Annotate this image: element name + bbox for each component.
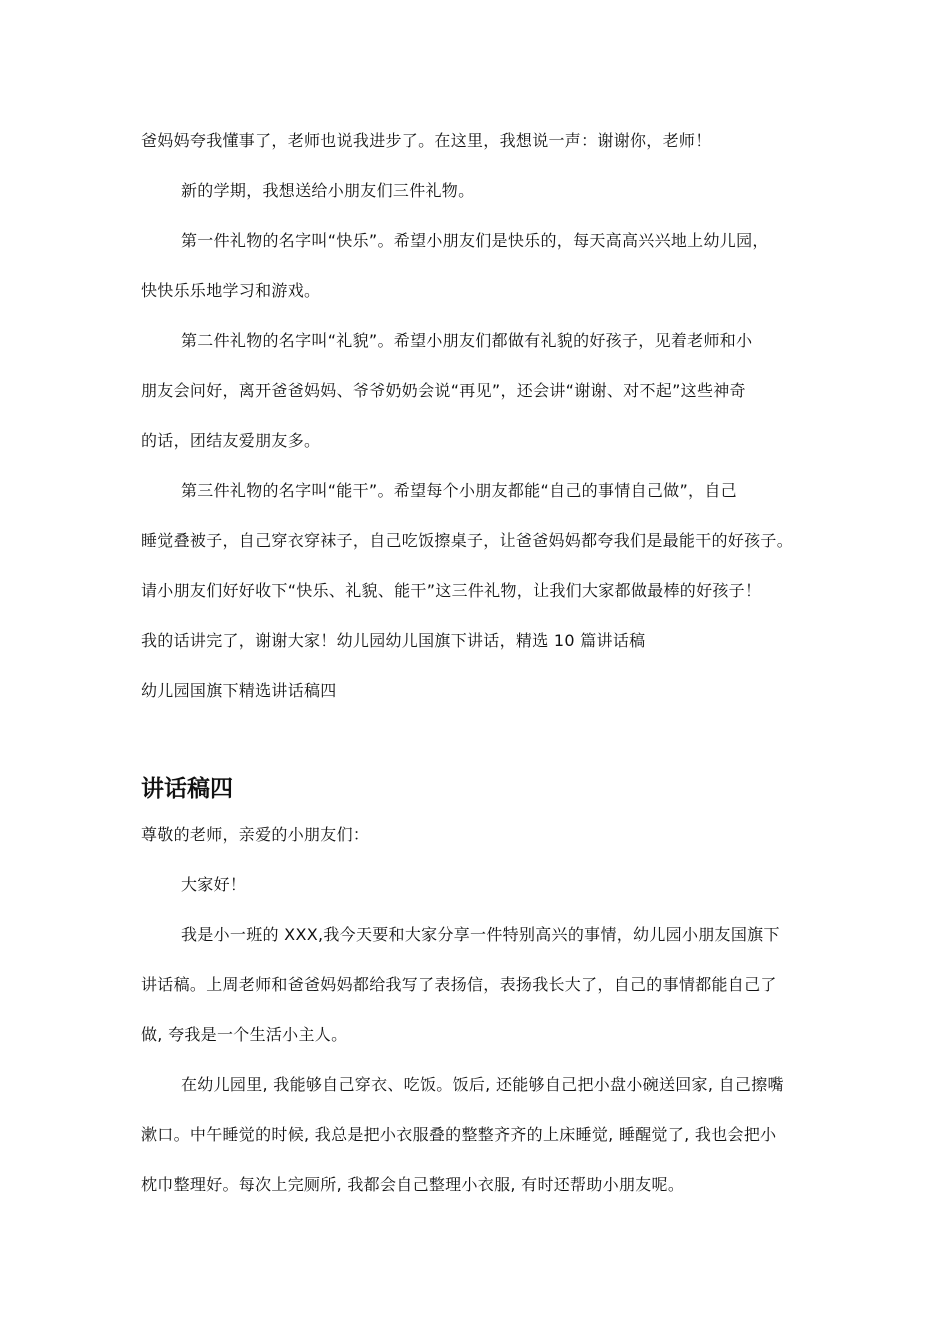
- paragraph-line: 睡觉叠被子，自己穿衣穿袜子，自己吃饭擦桌子，让爸爸妈妈都夸我们是最能干的好孩子。: [141, 531, 794, 550]
- paragraph-line: 漱口。中午睡觉的时候, 我总是把小衣服叠的整整齐齐的上床睡觉, 睡醒觉了, 我也会把小: [141, 1125, 777, 1144]
- paragraph-line: 的话，团结友爱朋友多。: [141, 431, 321, 450]
- paragraph-line: 枕巾整理好。每次上完厕所, 我都会自己整理小衣服, 有时还帮助小朋友呢。: [141, 1175, 685, 1194]
- paragraph-line: 讲话稿。上周老师和爸爸妈妈都给我写了表扬信，表扬我长大了，自己的事情都能自己了: [141, 975, 777, 994]
- paragraph-line: 快快乐乐地学习和游戏。: [141, 281, 321, 300]
- paragraph-line: 第一件礼物的名字叫“快乐”。希望小朋友们是快乐的，每天高高兴兴地上幼儿园，: [181, 231, 769, 250]
- paragraph-line: 新的学期，我想送给小朋友们三件礼物。: [181, 181, 475, 200]
- paragraph-line: 大家好！: [181, 875, 247, 894]
- paragraph-line: 做, 夸我是一个生活小主人。: [141, 1025, 348, 1044]
- paragraph-line: 第三件礼物的名字叫“能干”。希望每个小朋友都能“自己的事情自己做”，自己: [181, 481, 737, 500]
- paragraph-line: 第二件礼物的名字叫“礼貌”。希望小朋友们都做有礼貌的好孩子，见着老师和小: [181, 331, 753, 350]
- paragraph-line: 幼儿园国旗下精选讲话稿四: [141, 681, 337, 700]
- section-heading: 讲话稿四: [141, 776, 233, 802]
- paragraph-line: 请小朋友们好好收下“快乐、礼貌、能干”这三件礼物，让我们大家都做最棒的好孩子！: [141, 581, 762, 600]
- paragraph-line: 在幼儿园里, 我能够自己穿衣、吃饭。饭后, 还能够自己把小盘小碗送回家, 自己擦嘴: [181, 1075, 784, 1094]
- greeting-line: 尊敬的老师，亲爱的小朋友们：: [141, 825, 370, 844]
- paragraph-line: 爸妈妈夸我懂事了，老师也说我进步了。在这里，我想说一声：谢谢你，老师！: [141, 131, 712, 150]
- paragraph-line: 朋友会问好，离开爸爸妈妈、爷爷奶奶会说“再见”，还会讲“谢谢、对不起”这些神奇: [141, 381, 746, 400]
- paragraph-line: 我的话讲完了，谢谢大家！幼儿园幼儿国旗下讲话，精选 10 篇讲话稿: [141, 631, 646, 650]
- paragraph-line: 我是小一班的 XXX,我今天要和大家分享一件特别高兴的事情，幼儿园小朋友国旗下: [181, 925, 780, 944]
